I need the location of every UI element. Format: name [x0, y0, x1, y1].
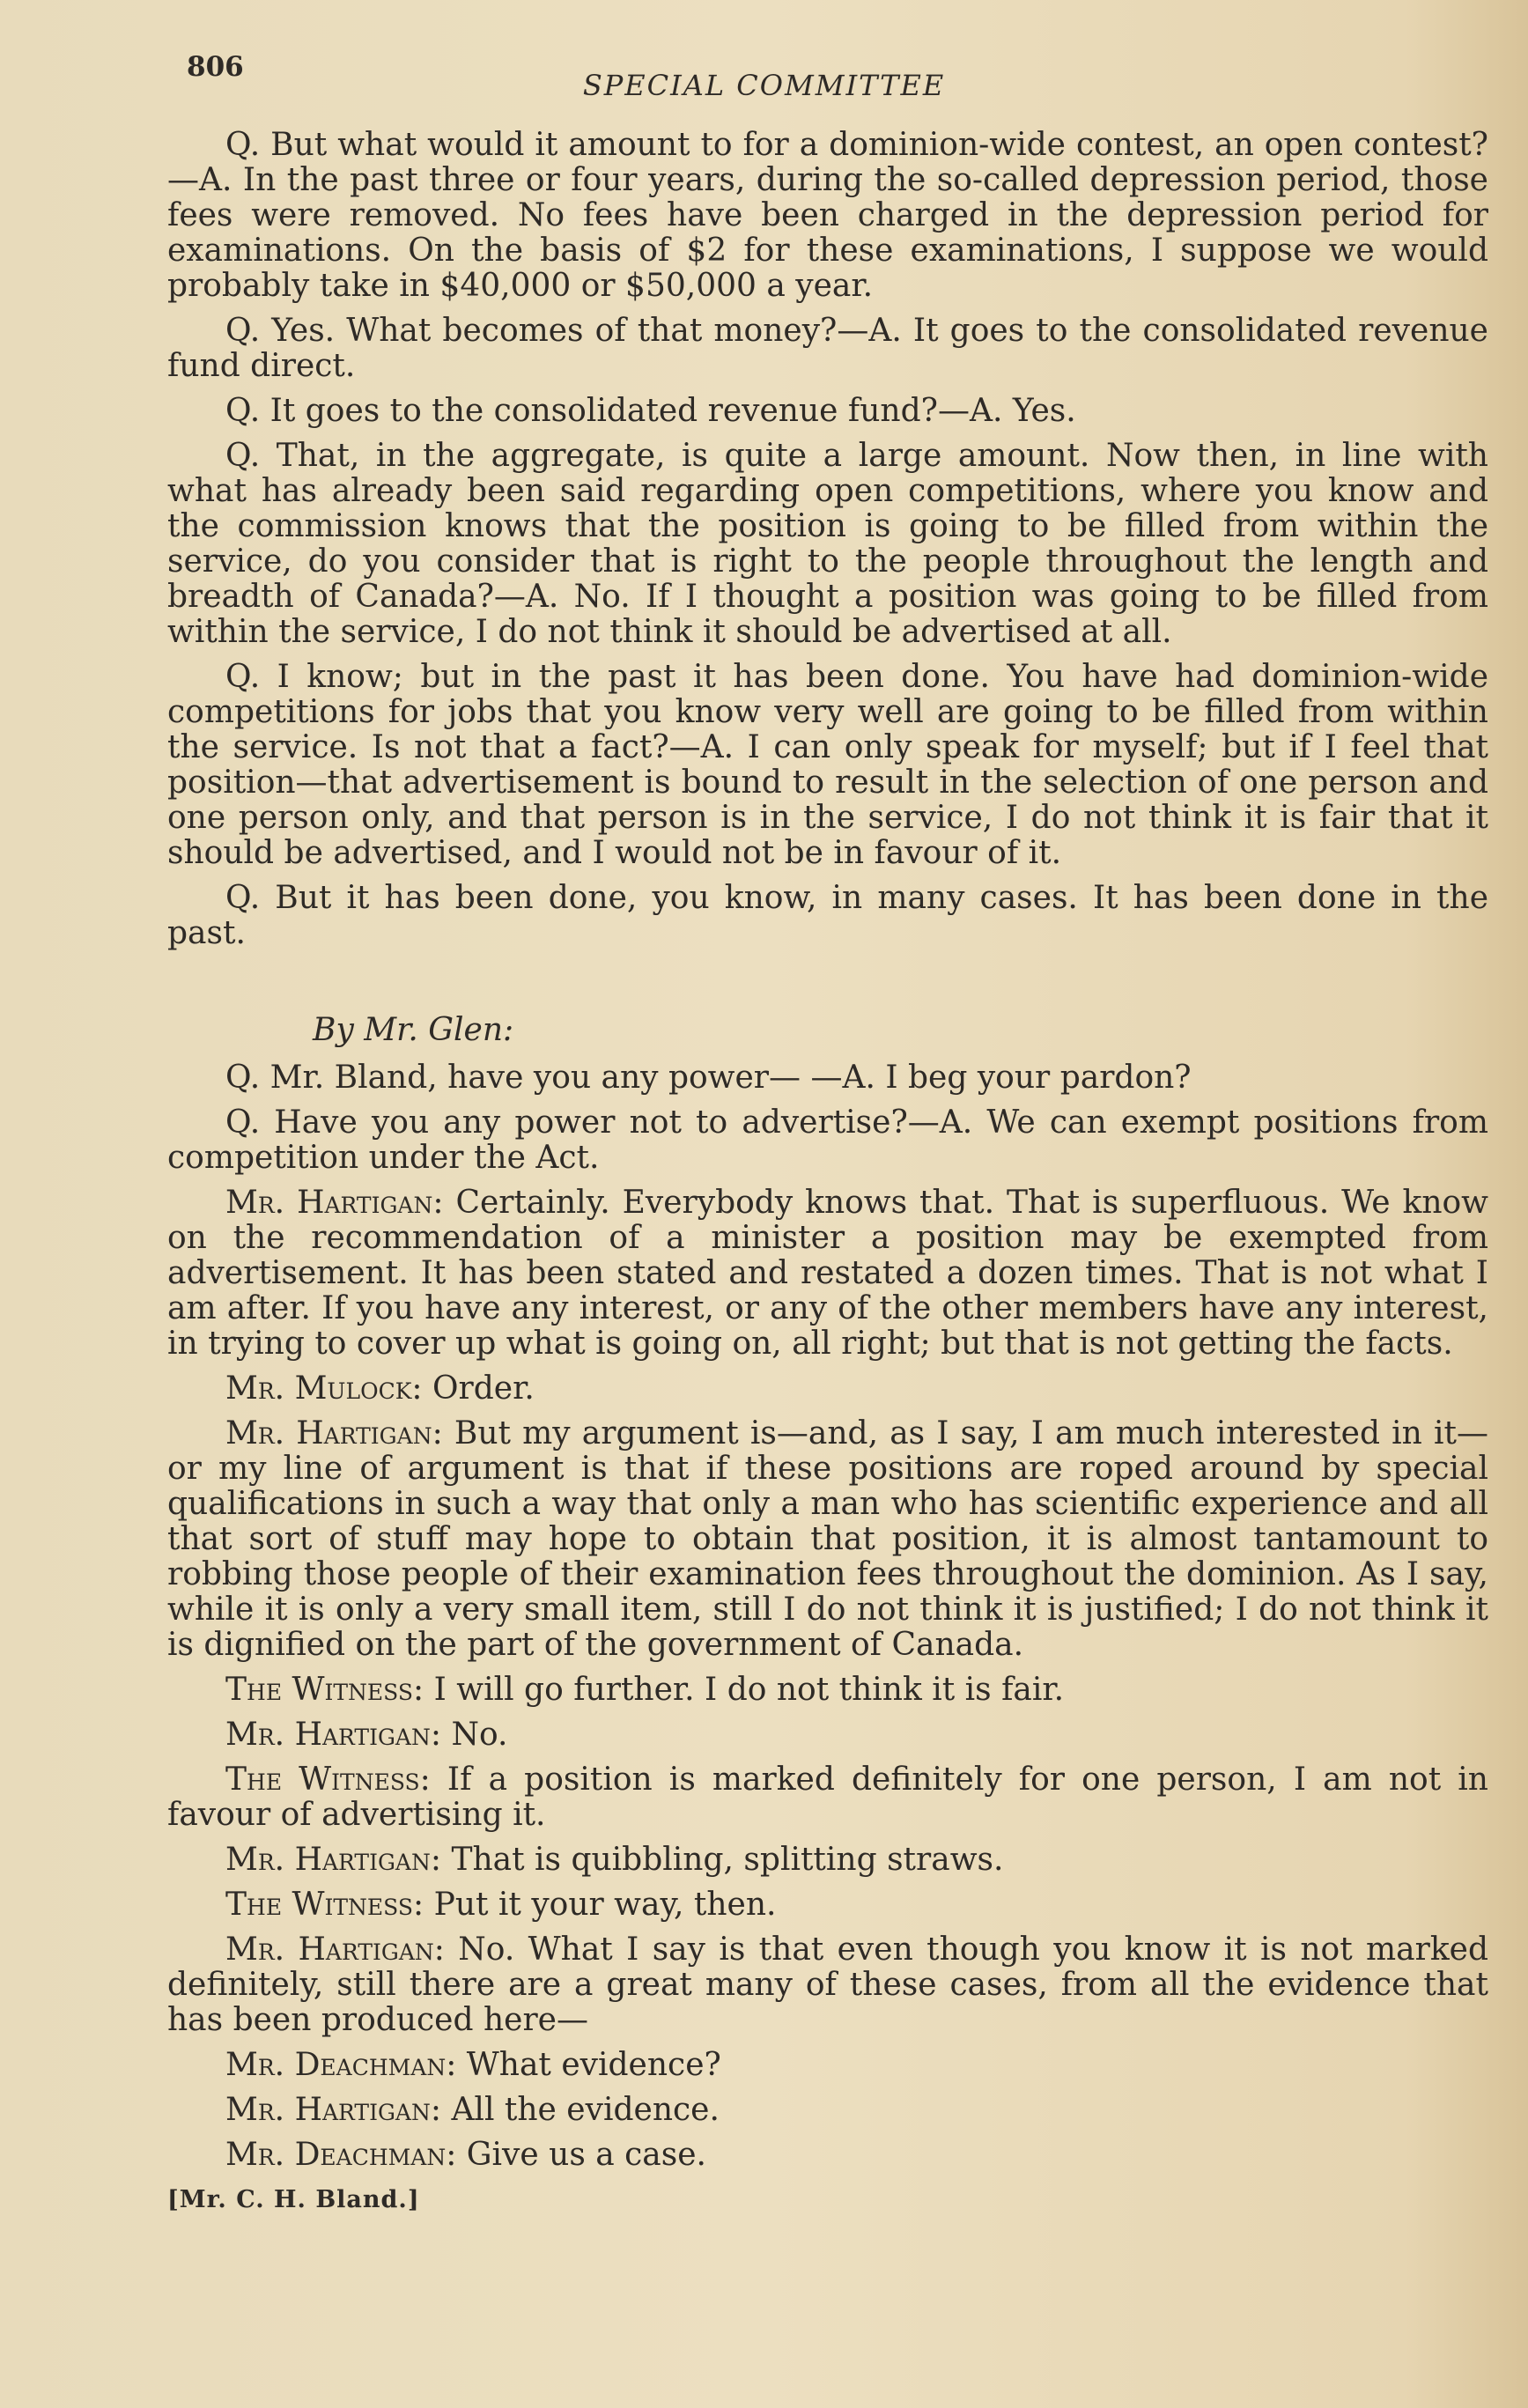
speech-text: But my argument is—and, as I say, I am much interested in it—or my line of argument is that if these positions are roped around by special qualifications in such a way that only a man who has scientific experience and all that sort of stuff may hope to obtain that position, it is almost tantamount to robbing those people of their examination fees throughout the dominion. As I say, while it is only a very small item, still I do not think it is justified; I do not think it is dignified on the part of the government of Canada. — [167, 1415, 1488, 1663]
speaker-name: Mr. Hartigan: — [225, 1842, 441, 1878]
speech-paragraph — [167, 1186, 1488, 1362]
speech-paragraph — [167, 1371, 1488, 1407]
speech-text: Put it your way, then. — [433, 1887, 777, 1923]
speech-paragraph — [167, 2093, 1488, 2128]
paragraph: Q. I know; but in the past it has been done. You have had dominion-wide competitions for jobs that you know very well are going to be filled from within the service. Is not that a fact?—A. I can only speak for myself; but if I feel that position—that advertisement is bound to result in the selection of one person and one person only, and that person is in the service, I do not think it is fair that it should be advertised, and I would not be in favour of it. — [167, 659, 1488, 871]
speech-text: No. — [451, 1717, 508, 1753]
speaker-name: The Witness: — [225, 1887, 424, 1923]
page-number: 806 — [187, 51, 244, 83]
speech-text: No. What I say is that even though you know it is not marked definitely, still there are a great many of these cases, from all the evidence that has been produced here— — [167, 1932, 1488, 2038]
running-head: SPECIAL COMMITTEE — [582, 69, 946, 102]
speaker-name: Mr. Deachman: — [225, 2047, 457, 2083]
speaker-name: Mr. Mulock: — [225, 1370, 423, 1407]
by-line: By Mr. Glen: — [313, 1012, 514, 1048]
speech-text: Give us a case. — [466, 2137, 706, 2173]
speech-text: If a position is marked definitely for one person, I am not in favour of advertising it. — [167, 1762, 1488, 1833]
speech-text: I will go further. I do not think it is fair. — [433, 1672, 1065, 1708]
paragraph: Q. It goes to the consolidated revenue fund?—A. Yes. — [225, 393, 1076, 429]
speaker-name: Mr. Hartigan: — [225, 2092, 441, 2128]
paragraph: Q. Have you any power not to advertise?—A. We can exempt positions from competition under the Act. — [167, 1104, 1488, 1176]
speech-text: What evidence? — [466, 2047, 721, 2083]
speech-paragraph — [167, 1717, 1488, 1753]
speaker-name: The Witness: — [225, 1672, 424, 1708]
speech-text: Certainly. Everybody knows that. That is superfluous. We know on the recommendation of a minister a position may be exempted from advertisement. It has been stated and restated a dozen times. That is not what I am after. If you have any interest, or any of the other members have any interest, in trying to cover up what is going on, all right; but that is not getting the facts. — [167, 1185, 1488, 1362]
witness-reference: [Mr. C. H. Bland.] — [167, 2186, 420, 2213]
speech-paragraph — [167, 1416, 1488, 1663]
speech-text: That is quibbling, splitting straws. — [451, 1842, 1004, 1878]
body-text — [167, 128, 1488, 2218]
paragraph: Q. Yes. What becomes of that money?—A. It goes to the consolidated revenue fund direct. — [167, 313, 1488, 384]
speaker-name: Mr. Hartigan: — [225, 1932, 445, 1968]
speech-paragraph — [167, 1762, 1488, 1833]
paragraph: Q. But what would it amount to for a dominion-wide contest, an open contest?—A. In the past three or four years, during the so-called depression period, those fees were removed. No fees have been charged in the depression period for examinations. On the basis of $2 for these examinations, I suppose we would probably take in $40,000 or $50,000 a year. — [167, 127, 1488, 304]
paragraph: Q. But it has been done, you know, in many cases. It has been done in the past. — [167, 880, 1488, 951]
speaker-name: Mr. Hartigan: — [225, 1717, 441, 1753]
speech-paragraph — [167, 1887, 1488, 1923]
speaker-name: The Witness: — [225, 1762, 431, 1798]
speaker-name: Mr. Deachman: — [225, 2137, 457, 2173]
speech-text: Order. — [432, 1370, 535, 1407]
paragraph: Q. Mr. Bland, have you any power— —A. I beg your pardon? — [225, 1060, 1192, 1096]
speech-text: All the evidence. — [451, 2092, 720, 2128]
paragraph: Q. That, in the aggregate, is quite a large amount. Now then, in line with what has already been said regarding open competitions, where you know and the commission knows that the position is going to be filled from within the service, do you consider that is right to the people throughout the length and breadth of Canada?—A. No. If I thought a position was going to be filled from within the service, I do not think it should be advertised at all. — [167, 438, 1488, 650]
speech-paragraph — [167, 2138, 1488, 2173]
speech-paragraph — [167, 2048, 1488, 2083]
speaker-name: Mr. Hartigan: — [225, 1185, 444, 1221]
speech-paragraph — [167, 1673, 1488, 1708]
speech-paragraph — [167, 1932, 1488, 2038]
speech-paragraph — [167, 1843, 1488, 1878]
speaker-name: Mr. Hartigan: — [225, 1415, 443, 1451]
